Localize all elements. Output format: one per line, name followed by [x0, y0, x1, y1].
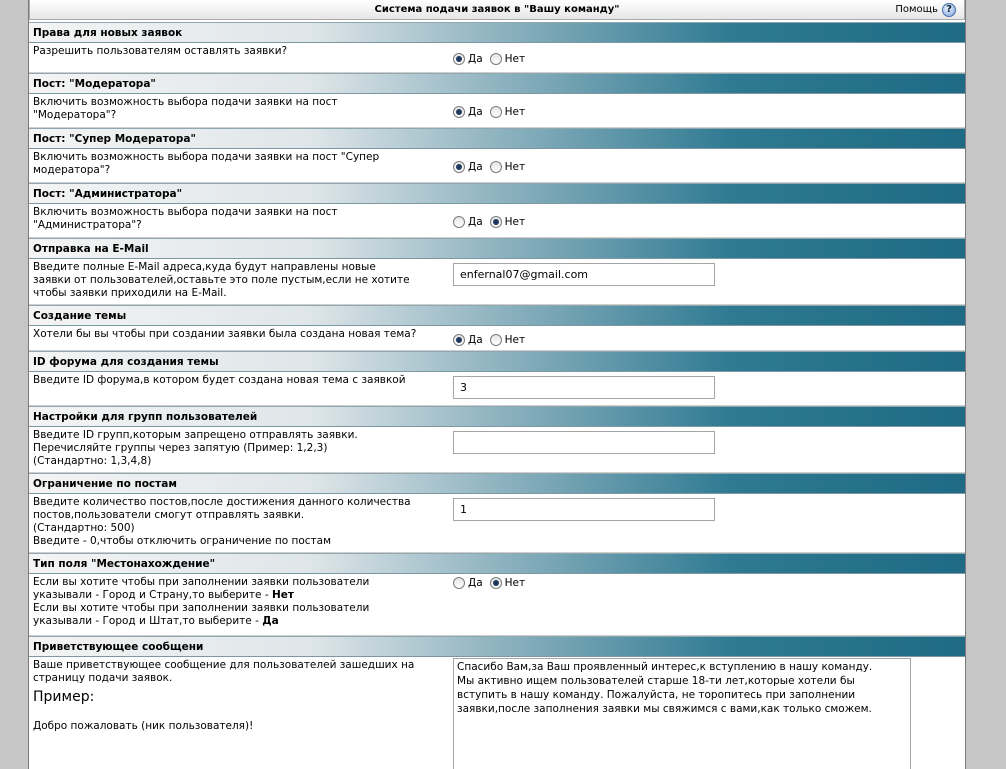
section-header: Ограничение по постам: [29, 473, 965, 494]
page-title: Система подачи заявок в "Вашу команду": [374, 4, 620, 15]
radio-no-label: Нет: [504, 333, 526, 346]
label-text: указывали - Город и Страну,то выберите -: [33, 589, 272, 601]
section-header: Приветствующее сообщени: [29, 636, 965, 657]
group-ids-field[interactable]: [453, 431, 715, 454]
label-line: Если вы хотите чтобы при заполнении заявки пользователи: [33, 576, 370, 588]
control-cell: [451, 657, 965, 769]
section-header: Настройки для групп пользователей: [29, 406, 965, 427]
radio-group: [451, 204, 965, 237]
section-header: Пост: "Администратора": [29, 183, 965, 204]
radio-yes-label: Да: [468, 333, 483, 346]
setting-label: Введите ID форума,в котором будет создана новая тема с заявкой: [33, 374, 406, 386]
setting-row: [29, 427, 965, 473]
radio-no-label: Нет: [504, 216, 526, 228]
setting-label: Введите полные E-Mail адреса,куда будут направлены новые заявки от пользователей,оставьте это поле пустым,если не хотите чтобы заявки приходили на E-Mail.: [33, 261, 410, 299]
settings-panel: [28, 0, 966, 769]
radio-group: [451, 43, 965, 72]
radio-no-label: Нет: [504, 161, 526, 173]
email-field[interactable]: enfernal07@gmail.com: [453, 263, 715, 286]
setting-row: [29, 326, 965, 351]
control-cell: [451, 372, 965, 405]
setting-row: [29, 149, 965, 183]
welcome-message-textarea[interactable]: Спасибо Вам,за Ваш проявленный интерес,к вступлению в нашу команду. Мы активно ищем пользователей старше 18-ти лет,которые хотели бы вступить в нашу команду. Пожалуйста, не торопитесь при заполнении заявки,после заполнения заявки мы свяжимся с вами,как только сможем.: [453, 658, 911, 769]
radio-yes[interactable]: [453, 53, 465, 65]
section-header: Пост: "Модератора": [29, 73, 965, 94]
radio-yes-label: Да: [468, 216, 483, 228]
example-heading: Пример:: [33, 689, 95, 705]
section-header: Тип поля "Местонахождение": [29, 553, 965, 574]
radio-yes-label: Да: [468, 106, 483, 118]
radio-yes[interactable]: [453, 161, 465, 173]
radio-no[interactable]: [490, 577, 502, 589]
label-text: указывали - Город и Штат,то выберите -: [33, 615, 263, 627]
label-line: [33, 615, 447, 628]
setting-label: Разрешить пользователям оставлять заявки?: [33, 45, 288, 57]
label-line: Если вы хотите чтобы при заполнении заявки пользователи: [33, 602, 370, 614]
label-line: [33, 589, 447, 602]
help-icon[interactable]: ?: [942, 3, 956, 17]
radio-no[interactable]: [490, 161, 502, 173]
radio-no[interactable]: [490, 106, 502, 118]
control-cell: [451, 427, 965, 472]
control-cell: [451, 259, 965, 304]
radio-yes-label: Да: [468, 577, 483, 589]
setting-row: [29, 204, 965, 238]
setting-label: Введите количество постов,после достижения данного количества постов,пользователи смогут отправлять заявки. (Стандартно: 500) Введите - 0,чтобы отключить ограничение по постам: [33, 496, 411, 547]
section-header: Отправка на E-Mail: [29, 238, 965, 259]
welcome-desc: Ваше приветствующее сообщение для пользователей зашедших на страницу подачи заявок.: [33, 659, 415, 684]
label-bold: Да: [262, 615, 279, 627]
example-text: Добро пожаловать (ник пользователя)!: [33, 720, 254, 732]
radio-group: [451, 149, 965, 182]
post-limit-field[interactable]: 1: [453, 498, 715, 521]
radio-yes-label: Да: [468, 161, 483, 173]
radio-group: [451, 574, 965, 589]
setting-label: Включить возможность выбора подачи заявки на пост "Администратора"?: [33, 206, 338, 231]
label-bold: Нет: [271, 589, 294, 601]
radio-no[interactable]: [490, 53, 502, 65]
setting-label: Включить возможность выбора подачи заявки на пост "Модератора"?: [33, 96, 338, 121]
radio-yes[interactable]: [453, 216, 465, 228]
setting-row: [29, 574, 965, 636]
radio-yes[interactable]: [453, 577, 465, 589]
title-bar: [29, 0, 965, 20]
section-header: Пост: "Супер Модератора": [29, 128, 965, 149]
setting-row: [29, 494, 965, 553]
setting-label: Введите ID групп,которым запрещено отправлять заявки. Перечисляйте группы через запятую (Пример: 1,2,3) (Стандартно: 1,3,4,8): [33, 429, 358, 467]
setting-label: [29, 574, 451, 635]
radio-yes[interactable]: [453, 334, 465, 346]
setting-row: [29, 43, 965, 73]
radio-no-label: Нет: [504, 577, 526, 589]
radio-no-label: Нет: [504, 106, 526, 118]
radio-group: [451, 326, 965, 350]
control-cell: [451, 494, 965, 552]
setting-label: Включить возможность выбора подачи заявки на пост "Супер модератора"?: [33, 151, 380, 176]
setting-label: [29, 657, 451, 769]
help-label: Помощь: [895, 4, 938, 15]
section-header: ID форума для создания темы: [29, 351, 965, 372]
setting-row: [29, 657, 965, 769]
setting-row: [29, 259, 965, 305]
radio-yes[interactable]: [453, 106, 465, 118]
help-link[interactable]: [895, 1, 956, 18]
section-header: Создание темы: [29, 305, 965, 326]
radio-yes-label: Да: [468, 53, 483, 65]
setting-row: [29, 372, 965, 406]
radio-no[interactable]: [490, 216, 502, 228]
setting-label: Хотели бы вы чтобы при создании заявки была создана новая тема?: [33, 328, 417, 340]
section-header: Права для новых заявок: [29, 22, 965, 43]
forum-id-field[interactable]: 3: [453, 376, 715, 399]
setting-row: [29, 94, 965, 128]
radio-no[interactable]: [490, 334, 502, 346]
radio-no-label: Нет: [504, 53, 526, 65]
radio-group: [451, 94, 965, 127]
